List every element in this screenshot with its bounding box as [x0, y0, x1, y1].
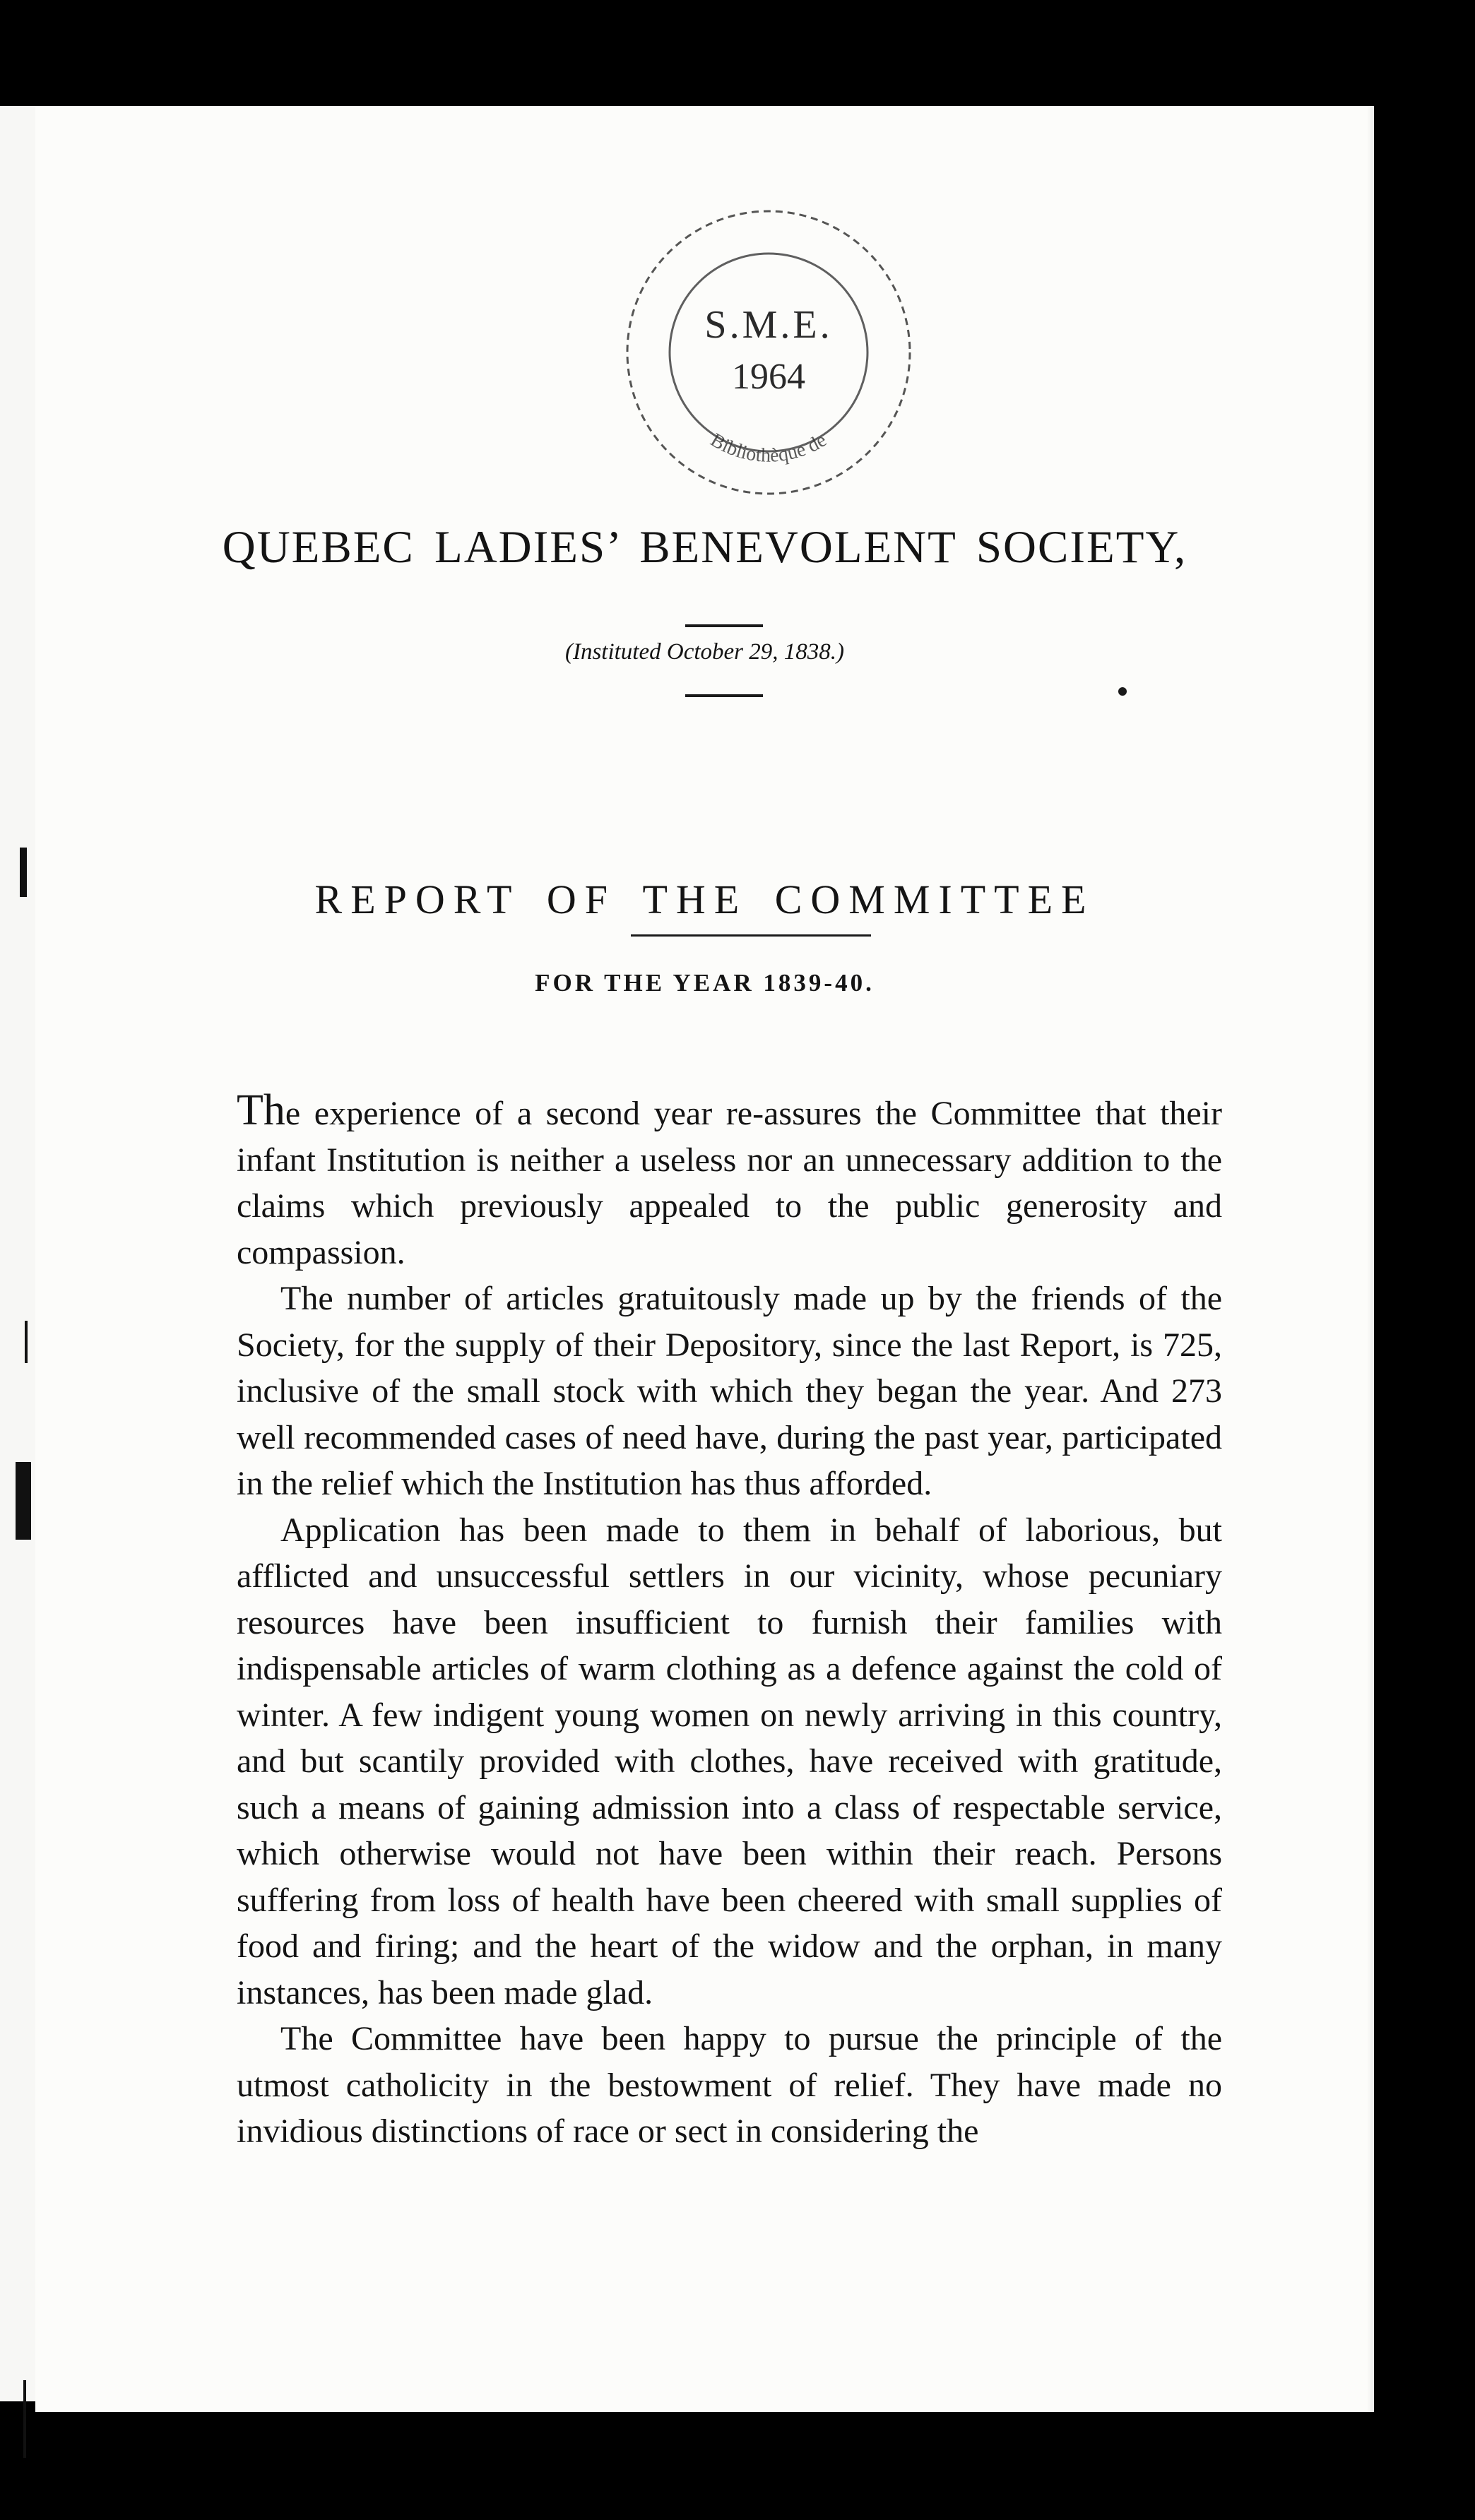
report-heading: REPORT OF THE COMMITTEE [314, 876, 1095, 922]
year-heading: FOR THE YEAR 1839-40. [535, 969, 875, 997]
binding-mark [16, 1462, 31, 1540]
report-body [237, 1088, 1222, 2155]
ink-dot [1118, 687, 1127, 696]
title-rule [685, 624, 763, 627]
section-rule [631, 934, 871, 937]
society-title: QUEBEC LADIES’ BENEVOLENT SOCIETY, [222, 522, 1187, 573]
svg-text:Bibliothèque de [706, 429, 830, 466]
paragraph-1-text: e experience of a second year re-assures the Committee that their infant Institution is neither a useless nor an unnecessary addition to the claims which previously appealed to the public generosity and compassion. [237, 1095, 1222, 1271]
paragraph-2: The number of articles gratuitously made up by the friends of the Society, for the supply of their Depository, since the last Report, is 725, inclusive of the small stock with which they began the year. And 273 well recommended cases of need have, during the past year, participated in the relief which the Institution has thus afforded. [237, 1280, 1222, 1502]
stamp-ring-text: Bibliothèque de [706, 429, 831, 467]
paragraph-3: Application has been made to them in behalf of laborious, but afflicted and unsuccessful settlers in our vicinity, whose pecuniary resources have been insufficient to furnish their families with indispensable articles of warm clothing as a defence against the cold of winter. A few indigent young women on newly arriving in this country, and but scantily provided with clothes, have received with gratitude, such a means of gaining admission into a class of respectable service, which otherwise would not have been within their reach. Persons suffering from loss of health have been cheered with small supplies of food and firing; and the heart of the widow and the orphan, in many instances, has been made glad. [237, 1511, 1222, 2011]
paragraph-4: The Committee have been happy to pursue the principle of the utmost catholicity in the bestowment of relief. They have made no invidious distinctions of race or sect in considering the [237, 2020, 1222, 2150]
binding-mark [25, 1321, 28, 1363]
document-page [35, 106, 1374, 2412]
paragraph-1 [237, 1088, 1222, 1276]
stamp-text: S.M.E. [704, 303, 833, 347]
drop-cap: Th [237, 1086, 285, 1134]
instituted-date: (Instituted October 29, 1838.) [564, 639, 845, 665]
binding-mark [23, 2380, 26, 2458]
binding-mark [20, 848, 27, 897]
stamp-year: 1964 [732, 357, 805, 397]
library-stamp-icon [609, 196, 928, 509]
adjacent-page-edge [0, 106, 35, 2401]
page-edge-shadow [1367, 106, 1374, 2412]
subtitle-rule [685, 694, 763, 697]
